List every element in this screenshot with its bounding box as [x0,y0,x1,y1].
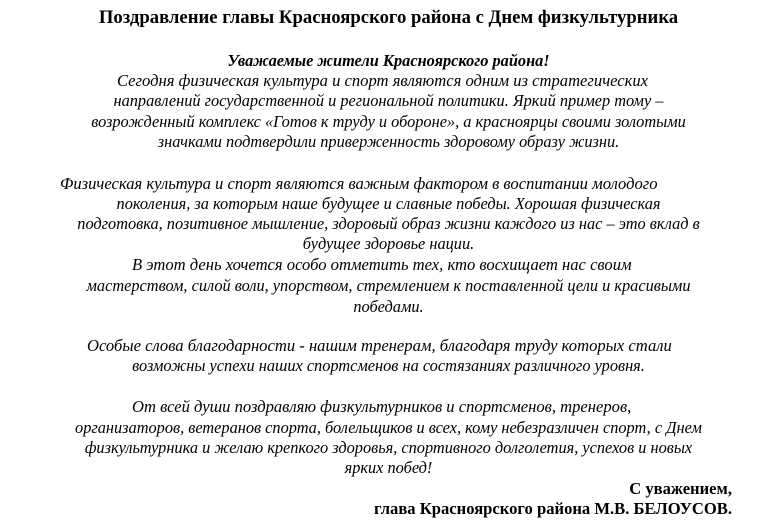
paragraph-line: организаторов, ветеранов спорта, болельщиков и всех, кому небезразличен спорт, с Днем [75,418,702,437]
greeting: Уважаемые жители Красноярского района! [227,51,550,70]
paragraph-line: возрожденный комплекс «Готов к труду и обороне», а красноярцы своими золотыми [91,112,686,131]
signature-author: глава Красноярского района М.В. БЕЛОУСОВ. [374,499,732,518]
paragraph-line: победами. [353,297,424,316]
paragraph-line: будущее здоровье нации. [302,234,475,253]
paragraph-line: ярких побед! [344,458,433,477]
paragraph-line: физкультурника и желаю крепкого здоровья, спортивного долголетия, успехов и новых [84,438,693,457]
paragraph-line: подготовка, позитивное мышление, здоровый образ жизни каждого из нас – это вклад в [77,214,700,233]
paragraph-line: В этот день хочется особо отметить тех, кто восхищает нас своим [132,255,632,274]
paragraph-line: мастерством, силой воли, упорством, стремлением к поставленной цели и красивыми [86,276,691,295]
paragraph-line: поколения, за которым наше будущее и славные победы. Хорошая физическая [116,194,661,213]
signature-closing: С уважением, [629,479,732,498]
paragraph-line: Особые слова благодарности - нашим тренерам, благодаря труду которых стали [87,336,672,355]
paragraph-line: возможны успехи наших спортсменов на состязаниях различного уровня. [132,356,645,375]
paragraph-line: направлений государственной и региональной политики. Яркий пример тому – [113,91,664,110]
paragraph-line: Сегодня физическая культура и спорт являются одним из стратегических [117,71,649,90]
paragraph-line: От всей души поздравляю физкультурников и спортсменов, тренеров, [132,397,632,416]
document-title: Поздравление главы Красноярского района с Днем физкультурника [98,7,679,28]
paragraph-line: Физическая культура и спорт являются важным фактором в воспитании молодого [60,174,658,193]
paragraph-line: значками подтвердили приверженность здоровому образу жизни. [157,132,620,151]
